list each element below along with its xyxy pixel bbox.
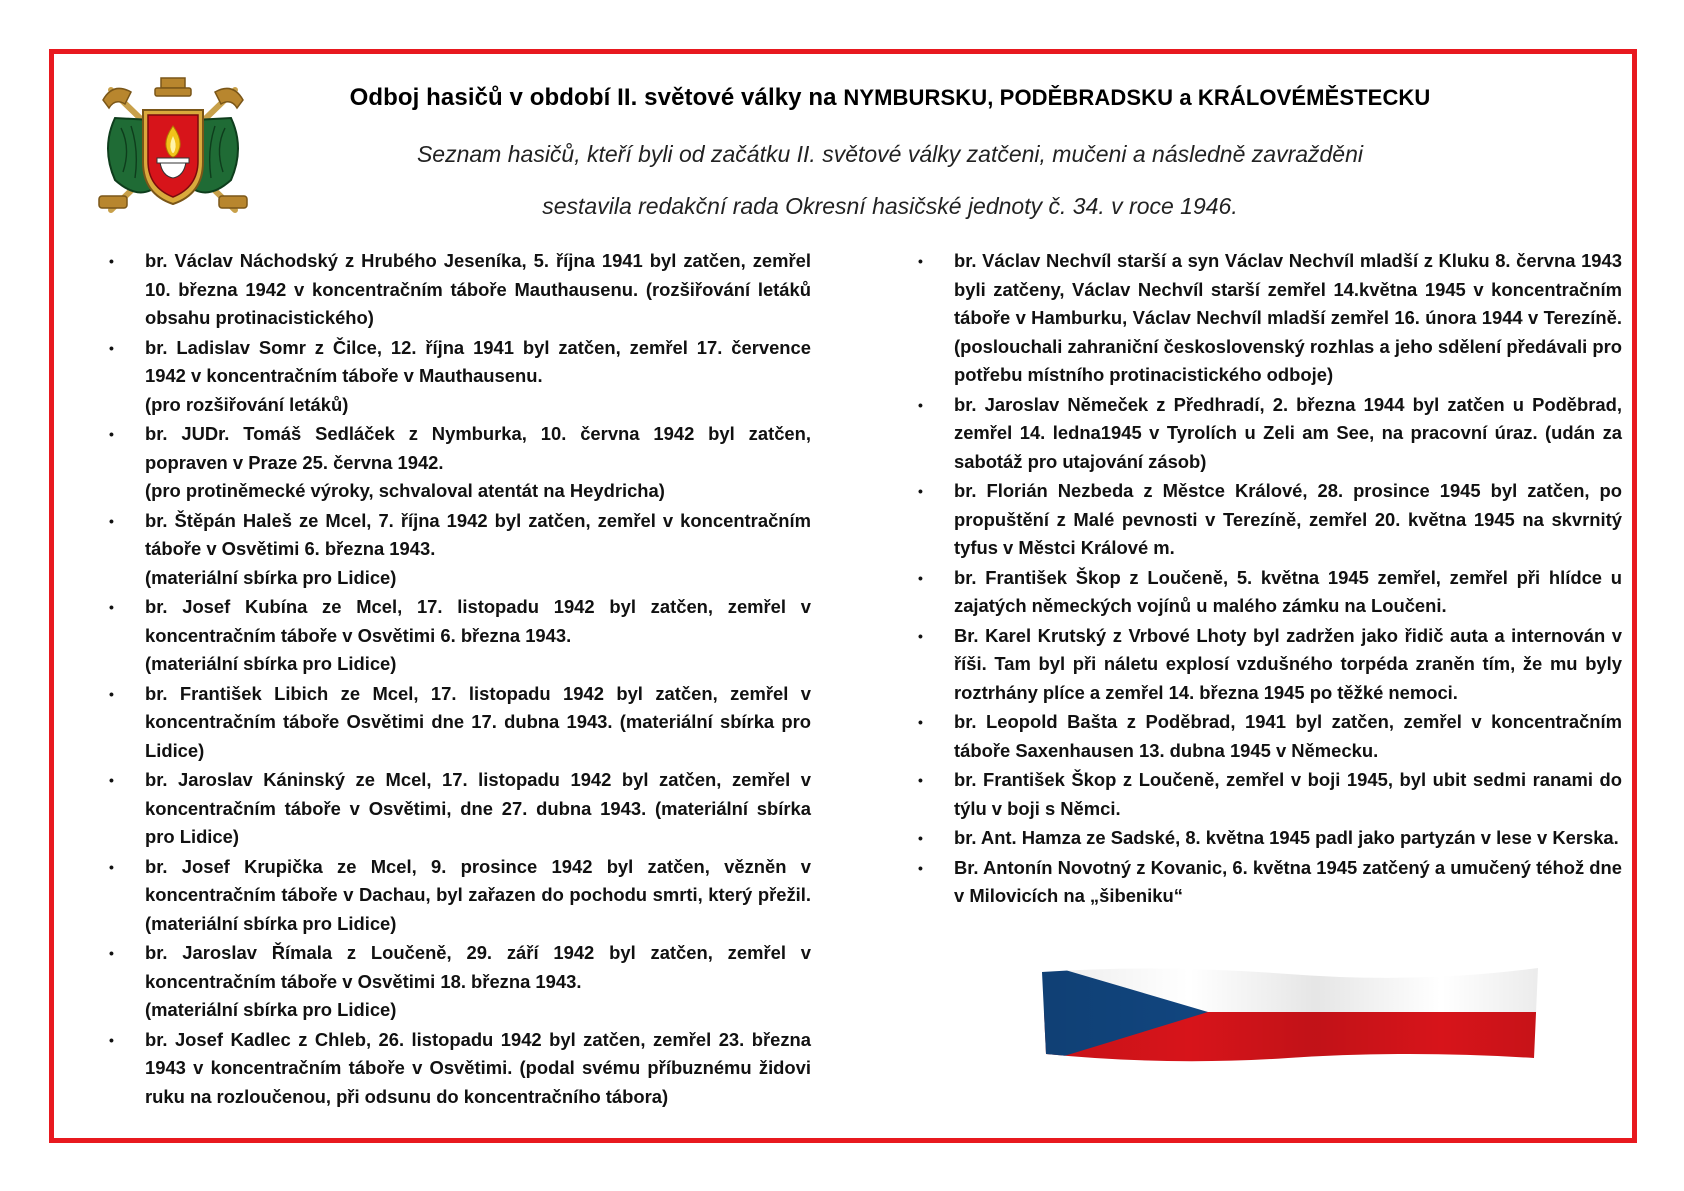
list-item-text: br. Ladislav Somr z Čilce, 12. října 1941 byl zatčen, zemřel 17. července 1942 v koncentračním táboře v Mauthausenu.	[145, 336, 811, 386]
list-item-text: br. František Škop z Loučeně, 5. května 1945 zemřel, zemřel při hlídce u zajatých německých vojínů u malého zámku na Loučeni.	[954, 566, 1622, 616]
list-item-text: br. Josef Kubína ze Mcel, 17. listopadu 1942 byl zatčen, zemřel v koncentračním táboře v Osvětimi 6. března 1943.	[145, 596, 811, 646]
bullet-icon: •	[918, 627, 923, 644]
list-item-note: (materiální sbírka pro Lidice)	[145, 653, 397, 674]
list-item-text: br. Ant. Hamza ze Sadské, 8. května 1945 padl jako partyzán v lese v Kerska.	[954, 827, 1619, 848]
bullet-icon: •	[109, 253, 114, 269]
list-item-note: (materiální sbírka pro Lidice)	[145, 999, 397, 1020]
list-item	[918, 391, 1622, 477]
list-item	[918, 766, 1622, 823]
bullet-icon: •	[109, 599, 114, 615]
list-item	[109, 1026, 811, 1112]
bullet-icon: •	[109, 685, 114, 702]
bullet-icon: •	[109, 772, 114, 788]
list-item-text: br. Václav Náchodský z Hrubého Jeseníka, 5. října 1941 byl zatčen, zemřel 10. března 1942 v koncentračním táboře Mauthausenu. (rozšiřování letáků obsahu protinacistického)	[145, 250, 811, 328]
list-item	[109, 853, 811, 939]
list-item	[918, 854, 1622, 911]
bullet-icon: •	[918, 483, 923, 499]
list-item	[109, 420, 811, 506]
bullet-icon: •	[109, 512, 114, 529]
left-column-list	[109, 247, 811, 1112]
list-item-text: br. Jaroslav Římala z Loučeně, 29. září 1942 byl zatčen, zemřel v koncentračním táboře v Osvětimi 18. března 1943.	[145, 942, 811, 992]
list-item-text: Br. Antonín Novotný z Kovanic, 6. května 1945 zatčený a umučený téhož dne v Milovicích na „šibeniku“	[954, 856, 1622, 906]
list-item-text: br. Jaroslav Káninský ze Mcel, 17. listopadu 1942 byl zatčen, zemřel v koncentračním táboře v Osvětimi, dne 27. dubna 1943. (materiální sbírka pro Lidice)	[145, 769, 811, 847]
list-item-text: br. Josef Krupička ze Mcel, 9. prosince 1942 byl zatčen, vězněn v koncentračním táboře v Dachau, byl zařazen do pochodu smrti, který přežil. (materiální sbírka pro Lidice)	[145, 855, 811, 934]
bullet-icon: •	[918, 859, 923, 876]
bullet-icon: •	[918, 830, 923, 846]
list-item	[109, 593, 811, 679]
bullet-icon: •	[109, 339, 114, 356]
firefighter-emblem-icon	[93, 70, 253, 220]
bullet-icon: •	[918, 569, 923, 586]
list-item	[109, 334, 811, 420]
list-item-text: br. Štěpán Haleš ze Mcel, 7. října 1942 byl zatčen, zemřel v koncentračním táboře v Osvětimi 6. března 1943.	[145, 509, 811, 559]
list-item-text: br. František Škop z Loučeně, zemřel v boji 1945, byl ubit sedmi ranami do týlu v boji s Němci.	[954, 769, 1622, 819]
list-item-text: br. JUDr. Tomáš Sedláček z Nymburka, 10. června 1942 byl zatčen, popraven v Praze 25. června 1942.	[145, 423, 811, 473]
page-title	[270, 84, 1510, 112]
bullet-icon: •	[918, 772, 923, 788]
subtitle-line-1: Seznam hasičů, kteří byli od začátku II. světové války zatčeni, mučeni a následně zavražděni	[416, 141, 1364, 167]
list-item	[918, 477, 1622, 563]
bullet-icon: •	[109, 426, 114, 442]
bullet-icon: •	[109, 945, 114, 961]
list-item	[918, 708, 1622, 765]
title-regions: NYMBURSKU, PODĚBRADSKU a KRÁLOVÉMĚSTECKU	[843, 85, 1431, 110]
list-item-note: (materiální sbírka pro Lidice)	[145, 566, 397, 588]
subtitle-line-2: sestavila redakční rada Okresní hasičské jednoty č. 34. v roce 1946.	[542, 193, 1238, 219]
list-item-text: br. Florián Nezbeda z Městce Králové, 28. prosince 1945 byl zatčen, po propuštění z Malé pevnosti v Terezíně, zemřel 20. května 1945 na skvrnitý tyfus v Městci Králové m.	[954, 480, 1622, 558]
list-item-text: br. František Libich ze Mcel, 17. listopadu 1942 byl zatčen, zemřel v koncentračním táboře Osvětimi dne 17. dubna 1943. (materiální sbírka pro Lidice)	[145, 682, 811, 761]
list-item-text: br. Josef Kadlec z Chleb, 26. listopadu 1942 byl zatčen, zemřel 23. března 1943 v koncentračním táboře v Osvětimi. (podal svému příbuznému židovi ruku na rozloučenou, při odsunu do koncentračního tábora)	[145, 1028, 811, 1107]
bullet-icon: •	[109, 858, 114, 875]
bullet-icon: •	[109, 1031, 114, 1048]
list-item	[109, 507, 811, 593]
bullet-icon: •	[918, 253, 923, 269]
list-item	[918, 247, 1622, 390]
list-item-text: Br. Karel Krutský z Vrbové Lhoty byl zadržen jako řidič auta a internován v říši. Tam byl při náletu explosí vzdušného torpéda zraněn tím, že mu byly roztrhány plíce a zemřel 14. března 1945 po těžké nemoci.	[954, 624, 1622, 703]
bullet-icon: •	[918, 714, 923, 730]
list-item-note: (pro rozšiřování letáků)	[145, 393, 349, 415]
list-item	[109, 766, 811, 852]
list-item	[918, 564, 1622, 621]
title-main: Odboj hasičů v období II. světové války na	[349, 84, 844, 111]
list-item	[109, 939, 811, 1025]
czech-flag-icon	[1038, 962, 1542, 1064]
right-column-list	[918, 247, 1622, 912]
list-item	[918, 622, 1622, 708]
list-item	[918, 824, 1622, 853]
bullet-icon: •	[918, 396, 923, 413]
list-item-note: (pro protiněmecké výroky, schvaloval atentát na Heydricha)	[145, 480, 665, 501]
list-item-text: br. Leopold Bašta z Poděbrad, 1941 byl zatčen, zemřel v koncentračním táboře Saxenhausen 13. dubna 1945 v Německu.	[954, 711, 1622, 761]
list-item	[109, 247, 811, 333]
list-item	[109, 680, 811, 766]
list-item-text: br. Jaroslav Němeček z Předhradí, 2. března 1944 byl zatčen u Poděbrad, zemřel 14. ledna1945 v Tyrolích u Zeli am See, na pracovní úraz. (udán za sabotáž pro utajování zásob)	[954, 393, 1622, 472]
list-item-text: br. Václav Nechvíl starší a syn Václav Nechvíl mladší z Kluku 8. června 1943 byli zatčeny, Václav Nechvíl starší zemřel 14.května 1945 v koncentračním táboře v Hamburku, Václav Nechvíl mladší zemřel 16. února 1944 v Terezíně. (poslouchali zahraniční československý rozhlas a jeho sdělení předávali pro potřebu místního protinacistického odboje)	[954, 250, 1622, 385]
